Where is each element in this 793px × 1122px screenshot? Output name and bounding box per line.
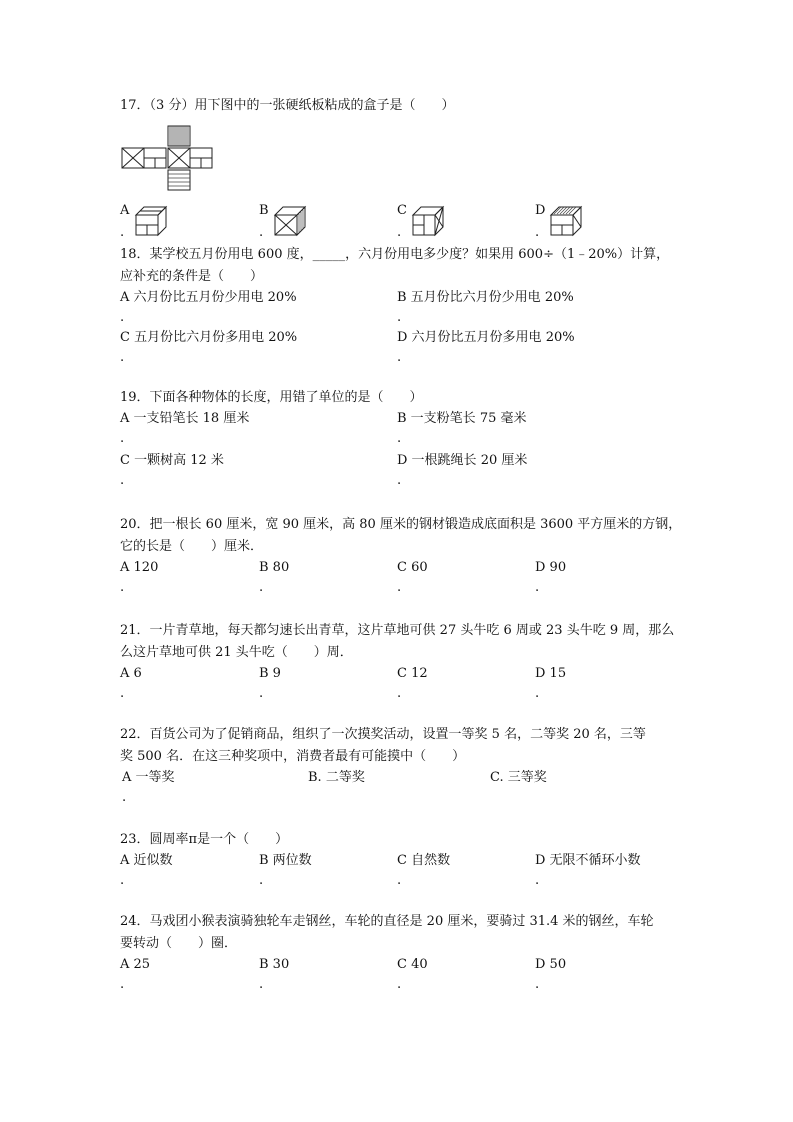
cube-b-icon bbox=[273, 205, 309, 237]
option-a[interactable]: A 120 . bbox=[120, 560, 159, 595]
question-24 bbox=[120, 911, 680, 995]
question-20 bbox=[120, 514, 680, 598]
question-18 bbox=[120, 244, 680, 370]
question-23 bbox=[120, 829, 680, 891]
question-17 bbox=[120, 95, 680, 117]
option-b[interactable]: B . bbox=[259, 203, 349, 243]
option-b[interactable]: B 五月份比六月份少用电 20% . bbox=[397, 290, 574, 325]
option-a[interactable]: A 近似数 . bbox=[120, 853, 173, 888]
option-c[interactable]: C 自然数 . bbox=[397, 853, 451, 888]
question-stem: 要转动（ ）圈． bbox=[120, 936, 238, 951]
question-stem: 20．把一根长 60 厘米，宽 90 厘米，高 80 厘米的钢材锻造成底面积是 3600 平方厘米的方钢， bbox=[120, 517, 682, 532]
question-stem: 奖 500 名．在这三种奖项中，消费者最有可能摸中（ ） bbox=[120, 749, 466, 764]
option-d[interactable]: D 50 . bbox=[535, 957, 567, 992]
option-d[interactable]: D 六月份比五月份多用电 20% . bbox=[397, 330, 575, 365]
option-a[interactable]: A 一支铅笔长 18 厘米 . bbox=[120, 411, 250, 446]
cube-c-icon bbox=[411, 205, 447, 237]
option-a[interactable]: A . bbox=[120, 203, 210, 243]
option-d[interactable]: D 15 . bbox=[535, 666, 567, 701]
option-a[interactable]: A 6 . bbox=[120, 666, 142, 701]
question-stem: 24．马戏团小猴表演骑独轮车走钢丝，车轮的直径是 20 厘米，要骑过 31.4 米的钢丝，车轮 bbox=[120, 914, 654, 929]
question-21 bbox=[120, 620, 680, 704]
option-d[interactable]: D 一根跳绳长 20 厘米 . bbox=[397, 453, 528, 488]
question-22 bbox=[120, 724, 680, 808]
option-c[interactable]: C 一颗树高 12 米 . bbox=[120, 453, 224, 488]
option-c[interactable]: C 12 . bbox=[397, 666, 428, 701]
option-c[interactable]: C 40 . bbox=[397, 957, 428, 992]
question-19 bbox=[120, 387, 680, 491]
option-c[interactable]: C . bbox=[397, 203, 487, 243]
option-b[interactable]: B. 二等奖 bbox=[308, 770, 365, 785]
option-a[interactable]: A 25 . bbox=[120, 957, 151, 992]
question-stem: 它的长是（ ）厘米． bbox=[120, 539, 264, 554]
option-b[interactable]: B 80 . bbox=[259, 560, 290, 595]
question-stem: 22．百货公司为了促销商品，组织了一次摸奖活动，设置一等奖 5 名，二等奖 20 名，三等 bbox=[120, 727, 646, 742]
option-d[interactable]: D . bbox=[535, 203, 625, 243]
cube-d-icon bbox=[549, 205, 585, 237]
option-b[interactable]: B 30 . bbox=[259, 957, 290, 992]
question-stem: 17．（3 分）用下图中的一张硬纸板粘成的盒子是（ ） bbox=[120, 98, 455, 113]
option-b[interactable]: B 9 . bbox=[259, 666, 281, 701]
option-b[interactable]: B 一支粉笔长 75 毫米 . bbox=[397, 411, 527, 446]
cube-a-icon bbox=[134, 205, 170, 237]
option-c[interactable]: C 五月份比六月份多用电 20% . bbox=[120, 330, 298, 365]
question-stem: 么这片草地可供 21 头牛吃（ ）周． bbox=[120, 645, 353, 660]
option-a[interactable]: A 六月份比五月份少用电 20% . bbox=[120, 290, 297, 325]
option-c[interactable]: C. 三等奖 bbox=[490, 770, 547, 785]
question-stem: 18．某学校五月份用电 600 度，_____，六月份用电多少度？如果用 600÷（1﹣20%）计算， bbox=[120, 247, 670, 262]
question-stem: 23．圆周率π是一个（ ） bbox=[120, 832, 289, 847]
question-stem: 应补充的条件是（ ） bbox=[120, 269, 264, 284]
option-a[interactable]: A 一等奖 . bbox=[122, 770, 175, 805]
option-c[interactable]: C 60 . bbox=[397, 560, 428, 595]
cardboard-net-figure bbox=[120, 124, 216, 194]
option-d[interactable]: D 无限不循环小数 . bbox=[535, 853, 641, 888]
option-b[interactable]: B 两位数 . bbox=[259, 853, 312, 888]
question-stem: 21．一片青草地，每天都匀速长出青草，这片草地可供 27 头牛吃 6 周或 23 头牛吃 9 周，那么 bbox=[120, 623, 675, 638]
option-d[interactable]: D 90 . bbox=[535, 560, 567, 595]
question-stem: 19．下面各种物体的长度，用错了单位的是（ ） bbox=[120, 390, 423, 405]
